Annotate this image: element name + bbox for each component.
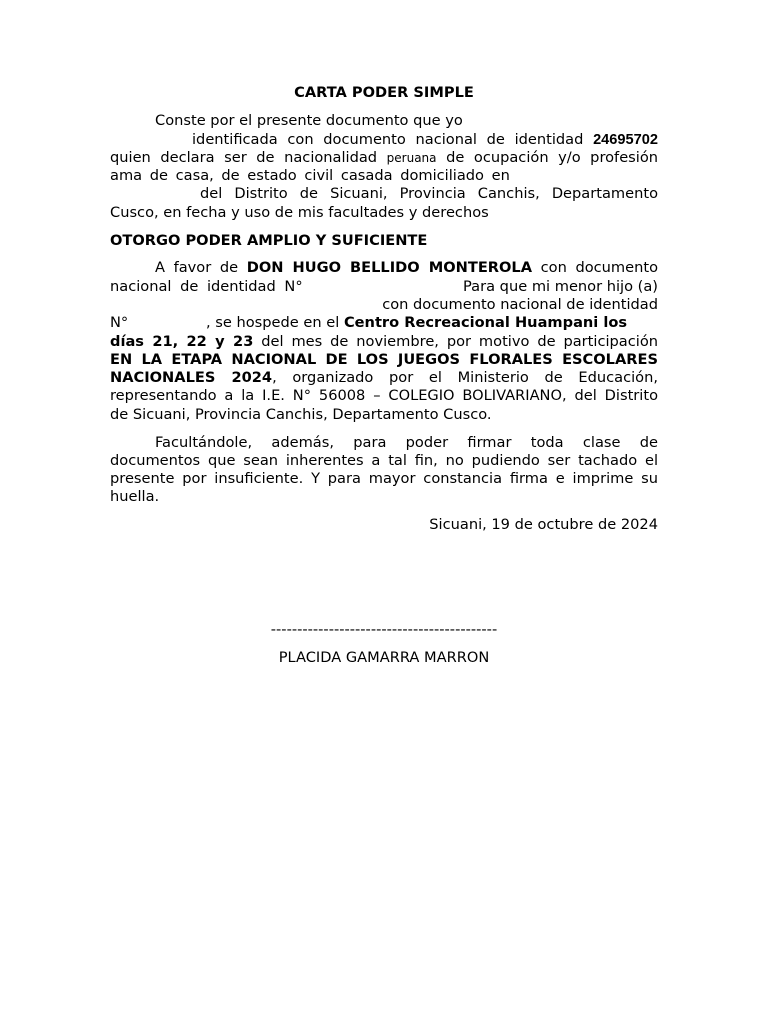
- paragraph-grant: [110, 259, 658, 424]
- declaration-line-3b: de ocupación y/o profesión: [446, 148, 659, 166]
- document-page: [110, 84, 658, 667]
- declaration-line-2: identificada con documento nacional de identidad: [192, 130, 584, 148]
- grant-line-8: representando a la I.E. N° 56008 – COLEGIO BOLIVARIANO, del Distrito: [110, 387, 658, 405]
- dni-number: 24695702: [593, 131, 658, 148]
- grant-line-3: con documento nacional de identidad: [382, 295, 658, 313]
- declaration-line-3a: quien declara ser de nacionalidad: [110, 148, 378, 166]
- nationality-value: peruana: [386, 150, 437, 165]
- grant-line-2b: Para que mi menor hijo (a): [463, 277, 658, 295]
- signer-name: PLACIDA GAMARRA MARRON: [278, 648, 490, 666]
- declaration-line-5: del Distrito de Sicuani, Provincia Canchis, Departamento: [200, 185, 658, 203]
- faculties-line-3: presente por insuficiente. Y para mayor constancia firma e imprime su: [110, 470, 658, 488]
- attorney-name: DON HUGO BELLIDO MONTEROLA: [246, 259, 533, 277]
- section-heading: OTORGO PODER AMPLIO Y SUFICIENTE: [110, 231, 428, 249]
- paragraph-faculties: [110, 434, 658, 507]
- grant-line-7b: , organizado por el Ministerio de Educación,: [272, 369, 658, 387]
- signature-line: -------------------------------------------: [270, 620, 498, 638]
- declaration-line-1: Conste por el presente documento que yo: [155, 112, 463, 130]
- grant-line-1b: con documento: [540, 259, 659, 277]
- grant-line-4b: , se hospede en el: [206, 314, 340, 332]
- grant-line-5b: del mes de noviembre, por motivo de participación: [261, 332, 658, 350]
- date-line: Sicuani, 19 de octubre de 2024: [429, 516, 658, 534]
- venue-name: Centro Recreacional Huampani los: [343, 314, 628, 332]
- declaration-line-6: Cusco, en fecha y uso de mis facultades y derechos: [110, 203, 489, 221]
- grant-line-2a: nacional de identidad N°: [110, 277, 303, 295]
- grant-line-4a: N°: [110, 314, 129, 332]
- faculties-line-1: Facultándole, además, para poder firmar toda clase de: [155, 433, 658, 451]
- declaration-line-4: ama de casa, de estado civil casada domiciliado en: [110, 167, 510, 185]
- faculties-line-4: huella.: [110, 488, 160, 506]
- grant-line-1a: A favor de: [155, 259, 239, 277]
- event-dates: días 21, 22 y 23: [110, 332, 254, 350]
- event-name: EN LA ETAPA NACIONAL DE LOS JUEGOS FLORALES ESCOLARES: [110, 350, 658, 368]
- event-year: NACIONALES 2024: [110, 369, 273, 387]
- paragraph-declaration: [110, 112, 658, 222]
- document-title: CARTA PODER SIMPLE: [294, 84, 474, 101]
- grant-line-9: de Sicuani, Provincia Canchis, Departamento Cusco.: [110, 405, 492, 423]
- faculties-line-2: documentos que sean inherentes a tal fin, no pudiendo ser tachado el: [110, 451, 658, 469]
